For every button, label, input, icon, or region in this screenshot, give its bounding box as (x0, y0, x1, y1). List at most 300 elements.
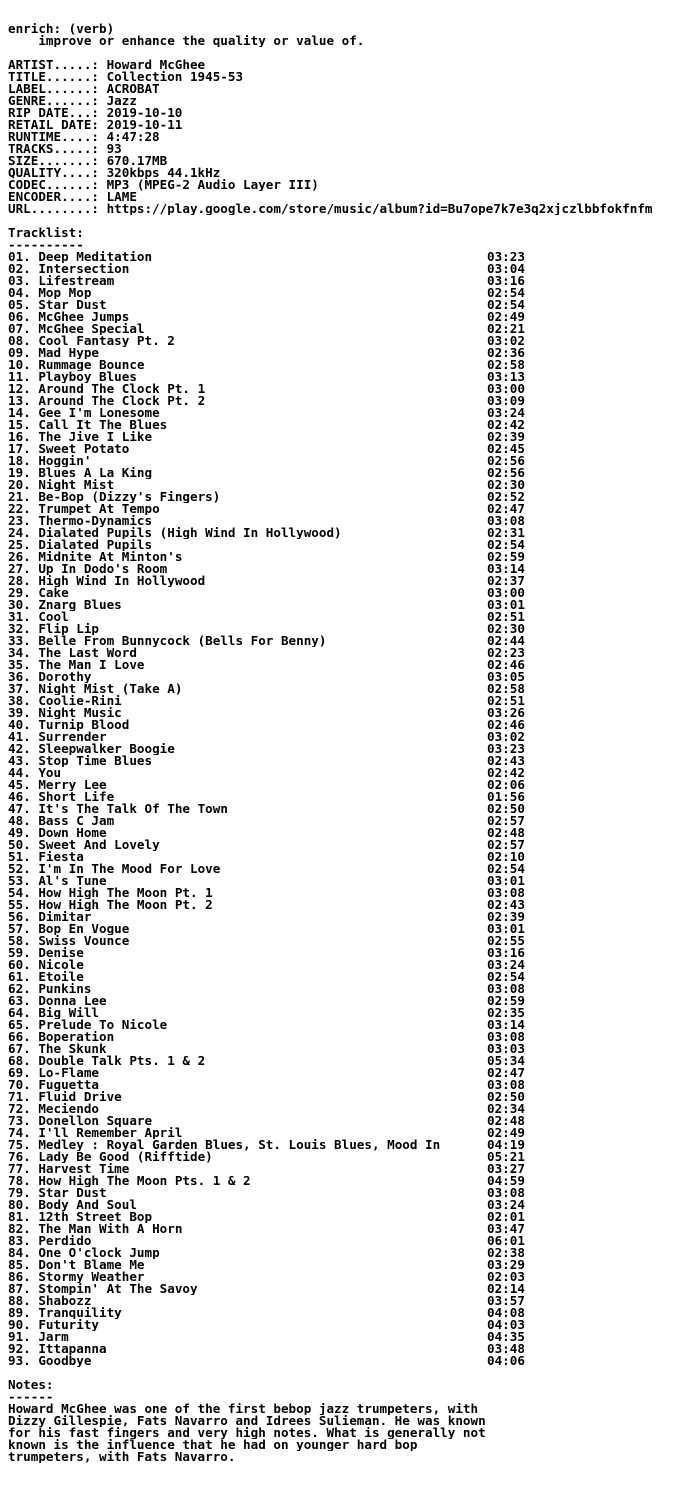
track-duration: 03:13 (487, 371, 525, 383)
track-title: Thermo-Dynamics (38, 515, 153, 527)
track-title: Fuguetta (38, 1079, 100, 1091)
track-row (8, 1055, 696, 1067)
definition-text: improve or enhance the quality or value of. (8, 35, 365, 47)
track-duration: 02:49 (487, 311, 525, 323)
track-row (8, 551, 696, 563)
track-row (8, 755, 696, 767)
track-row (8, 1199, 696, 1211)
track-number: 58. (8, 935, 31, 947)
track-number: 25. (8, 539, 31, 551)
track-title: Star Dust (38, 1187, 107, 1199)
track-duration: 03:04 (487, 263, 525, 275)
track-row (8, 875, 696, 887)
track-duration: 03:16 (487, 275, 525, 287)
track-number: 43. (8, 755, 31, 767)
track-title: Sweet And Lovely (38, 839, 160, 851)
track-title: Mad Hype (38, 347, 100, 359)
track-title: One O'clock Jump (38, 1247, 160, 1259)
track-duration: 02:48 (487, 827, 525, 839)
track-title: Be-Bop (Dizzy's Fingers) (38, 491, 221, 503)
track-row (8, 1259, 696, 1271)
track-row (8, 515, 696, 527)
track-title: Night Mist (Take A) (38, 683, 183, 695)
track-title: Belle From Bunnycock (Bells For Benny) (38, 635, 327, 647)
track-row (8, 311, 696, 323)
track-number: 85. (8, 1259, 31, 1271)
track-title: Shabozz (38, 1295, 92, 1307)
track-duration: 02:23 (487, 647, 525, 659)
track-number: 48. (8, 815, 31, 827)
track-duration: 02:54 (487, 299, 525, 311)
track-number: 45. (8, 779, 31, 791)
track-duration: 03:48 (487, 1343, 525, 1355)
track-duration: 02:57 (487, 815, 525, 827)
track-duration: 05:21 (487, 1151, 525, 1163)
track-row (8, 587, 696, 599)
track-row (8, 1175, 696, 1187)
track-duration: 03:00 (487, 587, 525, 599)
release-info-line: ENCODER....: LAME (8, 191, 137, 203)
notes-line: for his fast fingers and very high notes. What is generally not (8, 1427, 486, 1439)
track-number: 19. (8, 467, 31, 479)
release-info-line: QUALITY....: 320kbps 44.1kHz (8, 167, 221, 179)
track-row (8, 359, 696, 371)
track-title: Meciendo (38, 1103, 100, 1115)
track-title: 12th Street Bop (38, 1211, 153, 1223)
track-duration: 02:57 (487, 839, 525, 851)
track-duration: 02:01 (487, 1211, 525, 1223)
track-duration: 02:44 (487, 635, 525, 647)
track-number: 47. (8, 803, 31, 815)
release-info (8, 59, 696, 215)
track-number: 38. (8, 695, 31, 707)
text-document (8, 23, 696, 1463)
track-duration: 02:30 (487, 623, 525, 635)
release-info-line: RETAIL DATE: 2019-10-11 (8, 119, 183, 131)
track-duration: 02:51 (487, 695, 525, 707)
track-number: 39. (8, 707, 31, 719)
track-row (8, 563, 696, 575)
track-number: 30. (8, 599, 31, 611)
track-number: 68. (8, 1055, 31, 1067)
track-duration: 03:08 (487, 1079, 525, 1091)
track-row (8, 503, 696, 515)
track-number: 16. (8, 431, 31, 443)
track-row (8, 863, 696, 875)
track-title: McGhee Special (38, 323, 145, 335)
track-number: 62. (8, 983, 31, 995)
track-number: 02. (8, 263, 31, 275)
track-title: Lo-Flame (38, 1067, 100, 1079)
blank-line (8, 47, 696, 59)
track-duration: 04:08 (487, 1307, 525, 1319)
track-number: 84. (8, 1247, 31, 1259)
track-number: 18. (8, 455, 31, 467)
track-row (8, 1163, 696, 1175)
track-duration: 02:49 (487, 1127, 525, 1139)
track-row (8, 779, 696, 791)
track-duration: 02:56 (487, 467, 525, 479)
notes-heading: Notes: (8, 1379, 54, 1391)
track-duration: 03:05 (487, 671, 525, 683)
track-title: Goodbye (38, 1355, 92, 1367)
track-title: How High The Moon Pts. 1 & 2 (38, 1175, 251, 1187)
blank-line (8, 215, 696, 227)
tracklist-rule: ---------- (8, 239, 84, 251)
track-row (8, 743, 696, 755)
track-duration: 02:36 (487, 347, 525, 359)
track-title: McGhee Jumps (38, 311, 130, 323)
release-info-line: TITLE......: Collection 1945-53 (8, 71, 244, 83)
track-row (8, 599, 696, 611)
track-row (8, 1223, 696, 1235)
track-number: 63. (8, 995, 31, 1007)
track-duration: 02:34 (487, 1103, 525, 1115)
track-number: 56. (8, 911, 31, 923)
track-row (8, 1115, 696, 1127)
track-title: Etoile (38, 971, 84, 983)
track-title: Star Dust (38, 299, 107, 311)
track-row (8, 767, 696, 779)
track-duration: 02:54 (487, 863, 525, 875)
track-title: Down Home (38, 827, 107, 839)
track-title: Playboy Blues (38, 371, 137, 383)
track-title: Denise (38, 947, 84, 959)
track-title: Surrender (38, 731, 107, 743)
track-row (8, 275, 696, 287)
track-number: 73. (8, 1115, 31, 1127)
track-title: Prelude To Nicole (38, 1019, 168, 1031)
track-duration: 02:14 (487, 1283, 525, 1295)
track-row (8, 299, 696, 311)
track-duration: 02:35 (487, 1007, 525, 1019)
track-number: 86. (8, 1271, 31, 1283)
track-title: How High The Moon Pt. 2 (38, 899, 213, 911)
track-row (8, 887, 696, 899)
track-duration: 02:50 (487, 803, 525, 815)
track-number: 75. (8, 1139, 31, 1151)
track-title: Jarm (38, 1331, 69, 1343)
track-duration: 02:37 (487, 575, 525, 587)
track-number: 37. (8, 683, 31, 695)
track-title: Znarg Blues (38, 599, 122, 611)
track-number: 44. (8, 767, 31, 779)
track-number: 89. (8, 1307, 31, 1319)
track-number: 76. (8, 1151, 31, 1163)
track-duration: 02:39 (487, 431, 525, 443)
track-duration: 04:03 (487, 1319, 525, 1331)
track-title: The Man With A Horn (38, 1223, 183, 1235)
track-duration: 01:56 (487, 791, 525, 803)
track-title: Donna Lee (38, 995, 107, 1007)
track-row (8, 527, 696, 539)
track-title: How High The Moon Pt. 1 (38, 887, 213, 899)
track-title: Don't Blame Me (38, 1259, 145, 1271)
track-title: Hoggin' (38, 455, 92, 467)
track-row (8, 971, 696, 983)
release-info-line: RUNTIME....: 4:47:28 (8, 131, 160, 143)
track-title: Flip Lip (38, 623, 100, 635)
tracklist (8, 251, 696, 1367)
track-duration: 03:24 (487, 959, 525, 971)
track-title: Perdido (38, 1235, 92, 1247)
track-title: Deep Meditation (38, 251, 153, 263)
release-info-line: ARTIST.....: Howard McGhee (8, 59, 206, 71)
track-row (8, 935, 696, 947)
track-number: 87. (8, 1283, 31, 1295)
track-number: 04. (8, 287, 31, 299)
track-title: Rummage Bounce (38, 359, 145, 371)
track-row (8, 1139, 696, 1151)
track-row (8, 911, 696, 923)
track-row (8, 1247, 696, 1259)
track-row (8, 1019, 696, 1031)
track-number: 49. (8, 827, 31, 839)
track-number: 72. (8, 1103, 31, 1115)
track-duration: 02:54 (487, 539, 525, 551)
track-number: 74. (8, 1127, 31, 1139)
track-number: 34. (8, 647, 31, 659)
track-title: Stormy Weather (38, 1271, 145, 1283)
track-number: 27. (8, 563, 31, 575)
track-row (8, 899, 696, 911)
track-title: Fiesta (38, 851, 84, 863)
track-number: 91. (8, 1331, 31, 1343)
track-title: I'll Remember April (38, 1127, 183, 1139)
track-row (8, 323, 696, 335)
track-title: Bop En Vogue (38, 923, 130, 935)
track-number: 41. (8, 731, 31, 743)
track-number: 42. (8, 743, 31, 755)
track-row (8, 1331, 696, 1343)
track-number: 71. (8, 1091, 31, 1103)
notes-text (8, 1403, 696, 1463)
track-row (8, 287, 696, 299)
track-duration: 03:23 (487, 251, 525, 263)
notes-line: Howard McGhee was one of the first bebop jazz trumpeters, with (8, 1403, 479, 1415)
track-row (8, 1103, 696, 1115)
track-duration: 02:03 (487, 1271, 525, 1283)
track-number: 69. (8, 1067, 31, 1079)
track-row (8, 1007, 696, 1019)
track-title: Boperation (38, 1031, 115, 1043)
track-number: 83. (8, 1235, 31, 1247)
release-info-line: URL........: https://play.google.com/store/music/album?id=Bu7ope7k7e3q2xjczlbbfokfnfm (8, 203, 653, 215)
track-row (8, 431, 696, 443)
track-row (8, 791, 696, 803)
track-duration: 02:31 (487, 527, 525, 539)
track-title: Blues A La King (38, 467, 153, 479)
release-info-line: CODEC......: MP3 (MPEG-2 Audio Layer III) (8, 179, 319, 191)
track-duration: 03:01 (487, 923, 525, 935)
track-number: 01. (8, 251, 31, 263)
track-title: Bass C Jam (38, 815, 115, 827)
track-duration: 06:01 (487, 1235, 525, 1247)
track-number: 78. (8, 1175, 31, 1187)
track-title: High Wind In Hollywood (38, 575, 206, 587)
track-number: 12. (8, 383, 31, 395)
track-title: Short Life (38, 791, 115, 803)
track-duration: 03:08 (487, 1187, 525, 1199)
track-row (8, 995, 696, 1007)
track-number: 92. (8, 1343, 31, 1355)
track-row (8, 443, 696, 455)
track-title: You (38, 767, 62, 779)
track-duration: 04:59 (487, 1175, 525, 1187)
track-row (8, 683, 696, 695)
track-row (8, 671, 696, 683)
track-title: The Man I Love (38, 659, 145, 671)
track-number: 36. (8, 671, 31, 683)
track-title: Cake (38, 587, 69, 599)
track-title: Body And Soul (38, 1199, 137, 1211)
track-number: 11. (8, 371, 31, 383)
track-title: Lady Be Good (Rifftide) (38, 1151, 213, 1163)
track-number: 40. (8, 719, 31, 731)
track-duration: 04:06 (487, 1355, 525, 1367)
track-title: Night Mist (38, 479, 115, 491)
track-row (8, 647, 696, 659)
track-row (8, 491, 696, 503)
track-duration: 03:01 (487, 875, 525, 887)
track-row (8, 707, 696, 719)
release-info-line: TRACKS.....: 93 (8, 143, 122, 155)
track-number: 66. (8, 1031, 31, 1043)
track-duration: 02:45 (487, 443, 525, 455)
track-number: 55. (8, 899, 31, 911)
track-number: 20. (8, 479, 31, 491)
track-title: Dimitar (38, 911, 92, 923)
track-duration: 04:19 (487, 1139, 525, 1151)
track-duration: 02:58 (487, 359, 525, 371)
track-title: Gee I'm Lonesome (38, 407, 160, 419)
track-row (8, 1319, 696, 1331)
track-number: 51. (8, 851, 31, 863)
track-row (8, 1355, 696, 1367)
track-number: 22. (8, 503, 31, 515)
track-row (8, 1295, 696, 1307)
track-duration: 02:54 (487, 287, 525, 299)
track-number: 90. (8, 1319, 31, 1331)
track-title: Dorothy (38, 671, 92, 683)
track-duration: 02:48 (487, 1115, 525, 1127)
release-info-line: GENRE......: Jazz (8, 95, 137, 107)
track-duration: 02:50 (487, 1091, 525, 1103)
track-duration: 02:55 (487, 935, 525, 947)
track-duration: 03:03 (487, 1043, 525, 1055)
track-title: Al's Tune (38, 875, 107, 887)
track-number: 59. (8, 947, 31, 959)
track-number: 05. (8, 299, 31, 311)
track-row (8, 395, 696, 407)
release-info-line: SIZE.......: 670.17MB (8, 155, 168, 167)
track-duration: 02:52 (487, 491, 525, 503)
track-row (8, 335, 696, 347)
track-number: 67. (8, 1043, 31, 1055)
track-number: 07. (8, 323, 31, 335)
track-duration: 03:24 (487, 1199, 525, 1211)
track-title: Stop Time Blues (38, 755, 153, 767)
track-duration: 03:26 (487, 707, 525, 719)
track-row (8, 839, 696, 851)
track-number: 81. (8, 1211, 31, 1223)
track-number: 13. (8, 395, 31, 407)
track-row (8, 1187, 696, 1199)
track-number: 17. (8, 443, 31, 455)
track-number: 70. (8, 1079, 31, 1091)
track-title: Sleepwalker Boogie (38, 743, 175, 755)
track-duration: 02:30 (487, 479, 525, 491)
track-duration: 03:24 (487, 407, 525, 419)
track-duration: 03:16 (487, 947, 525, 959)
track-title: Midnite At Minton's (38, 551, 183, 563)
track-title: Dialated Pupils (38, 539, 153, 551)
track-row (8, 1067, 696, 1079)
track-row (8, 407, 696, 419)
track-number: 61. (8, 971, 31, 983)
release-info-line: LABEL......: ACROBAT (8, 83, 160, 95)
track-duration: 04:35 (487, 1331, 525, 1343)
track-row (8, 659, 696, 671)
track-row (8, 983, 696, 995)
track-row (8, 719, 696, 731)
track-duration: 02:54 (487, 971, 525, 983)
definition-headword: enrich: (verb) (8, 23, 115, 35)
track-duration: 03:09 (487, 395, 525, 407)
track-row (8, 731, 696, 743)
track-duration: 02:46 (487, 659, 525, 671)
track-number: 35. (8, 659, 31, 671)
track-duration: 02:21 (487, 323, 525, 335)
track-title: Tranquility (38, 1307, 122, 1319)
track-row (8, 611, 696, 623)
track-duration: 02:58 (487, 683, 525, 695)
track-duration: 02:39 (487, 911, 525, 923)
track-title: Up In Dodo's Room (38, 563, 168, 575)
notes-line: known is the influence that he had on younger hard bop (8, 1439, 418, 1451)
track-title: It's The Talk Of The Town (38, 803, 228, 815)
track-row (8, 467, 696, 479)
track-row (8, 1235, 696, 1247)
track-title: The Last Word (38, 647, 137, 659)
track-row (8, 1031, 696, 1043)
notes-line: Dizzy Gillespie, Fats Navarro and Idrees Sulieman. He was known (8, 1415, 486, 1427)
track-duration: 03:01 (487, 599, 525, 611)
track-duration: 03:14 (487, 563, 525, 575)
track-number: 31. (8, 611, 31, 623)
track-number: 23. (8, 515, 31, 527)
notes-line: trumpeters, with Fats Navarro. (8, 1451, 236, 1463)
track-title: Around The Clock Pt. 2 (38, 395, 206, 407)
track-number: 08. (8, 335, 31, 347)
track-title: Swiss Vounce (38, 935, 130, 947)
track-number: 60. (8, 959, 31, 971)
track-row (8, 695, 696, 707)
track-title: Harvest Time (38, 1163, 130, 1175)
track-title: Trumpet At Tempo (38, 503, 160, 515)
track-number: 52. (8, 863, 31, 875)
track-duration: 03:23 (487, 743, 525, 755)
track-number: 53. (8, 875, 31, 887)
track-title: Medley : Royal Garden Blues, St. Louis Blues, Mood In (38, 1139, 441, 1151)
track-row (8, 1151, 696, 1163)
track-title: Fluid Drive (38, 1091, 122, 1103)
track-duration: 03:08 (487, 1031, 525, 1043)
track-row (8, 455, 696, 467)
track-title: Futurity (38, 1319, 100, 1331)
track-duration: 03:47 (487, 1223, 525, 1235)
track-title: Coolie-Rini (38, 695, 122, 707)
